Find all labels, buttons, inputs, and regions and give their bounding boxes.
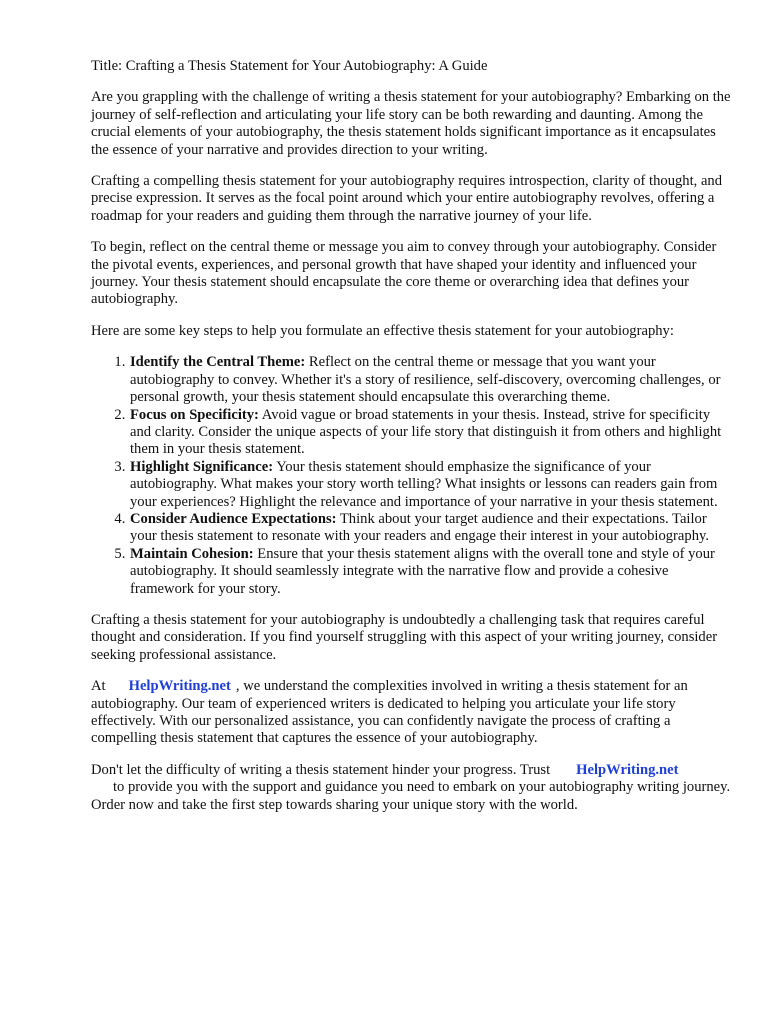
begin-paragraph: To begin, reflect on the central theme or message you aim to convey through your autobiography. Consider the pivotal events, experiences, and personal growth that have shaped your identity and influenced your journey. Your thesis statement should encapsulate the core theme or overarching idea that defines your autobiography.: [91, 239, 717, 308]
document-title: Title: Crafting a Thesis Statement for Your Autobiography: A Guide: [91, 58, 488, 74]
step-text: Reflect on the central theme or message that you want your autobiography to convey. Whether it's a story of resilience, self-discovery, overcoming challenges, or personal growth, your thesis statement should encapsulate this overarching theme.: [130, 354, 721, 406]
steps-list: [91, 354, 731, 598]
step-term: Focus on Specificity:: [130, 406, 259, 423]
step-term: Highlight Significance:: [130, 458, 274, 475]
closing-paragraph: Crafting a thesis statement for your autobiography is undoubtedly a challenging task that requires careful thought and consideration. If you find yourself struggling with this aspect of your writing journey, consider seeking professional assistance.: [91, 611, 718, 663]
step-term: Consider Audience Expectations:: [130, 510, 337, 527]
list-item: [129, 546, 731, 598]
at-rest: , we understand the complexities involved in writing a thesis statement for an autobiography. Our team of experienced writers is dedicated to helping you articulate your life story effectively. With our personalized assistance, you can confidently navigate the process of crafting a compelling thesis statement that captures the essence of your autobiography.: [91, 678, 688, 747]
document-page: [91, 58, 731, 828]
final-rest: to provide you with the support and guidance you need to embark on your autobiography writing journey. Order now and take the first step towards sharing your unique story with the world.: [91, 779, 731, 813]
step-term: Identify the Central Theme:: [130, 354, 306, 371]
at-prefix: At: [91, 678, 106, 695]
list-item: [129, 459, 731, 511]
step-text: Avoid vague or broad statements in your thesis. Instead, strive for specificity and clarity. Consider the unique aspects of your life story that distinguish it from others and highlight them in your thesis statement.: [130, 406, 722, 458]
list-item: [129, 407, 731, 459]
final-paragraph: [91, 762, 731, 814]
step-text: Ensure that your thesis statement aligns with the overall tone and style of your autobiography. It should seamlessly integrate with the narrative flow and provide a cohesive framework for your story.: [130, 545, 715, 597]
list-item: [129, 511, 731, 546]
step-term: Maintain Cohesion:: [130, 545, 254, 562]
step-text: Your thesis statement should emphasize the significance of your autobiography. What makes your story worth telling? What insights or lessons can readers gain from your experiences? Highlight the relevance and importance of your narrative in your thesis statement.: [130, 458, 718, 510]
helpwriting-link[interactable]: HelpWriting.net: [128, 678, 231, 695]
intro-paragraph: Are you grappling with the challenge of writing a thesis statement for your autobiography? Embarking on the journey of self-reflection and articulating your life story can be both rewarding and daunting. Among the crucial elements of your autobiography, the thesis statement holds significant importance as it encapsulates the essence of your narrative and provides direction to your writing.: [91, 89, 731, 158]
step-text: Think about your target audience and their expectations. Tailor your thesis statement to resonate with your readers and engage their interest in your autobiography.: [130, 510, 709, 545]
steps-intro-paragraph: Here are some key steps to help you formulate an effective thesis statement for your autobiography:: [91, 322, 674, 339]
crafting-paragraph: Crafting a compelling thesis statement for your autobiography requires introspection, clarity of thought, and precise expression. It serves as the focal point around which your entire autobiography revolves, offering a roadmap for your readers and guiding them through the narrative journey of your life.: [91, 173, 723, 224]
list-item: [129, 354, 731, 406]
at-paragraph: [91, 678, 731, 748]
helpwriting-link-trust[interactable]: HelpWriting.net: [576, 761, 679, 778]
final-prefix: Don't let the difficulty of writing a thesis statement hinder your progress. Trust: [91, 761, 551, 778]
